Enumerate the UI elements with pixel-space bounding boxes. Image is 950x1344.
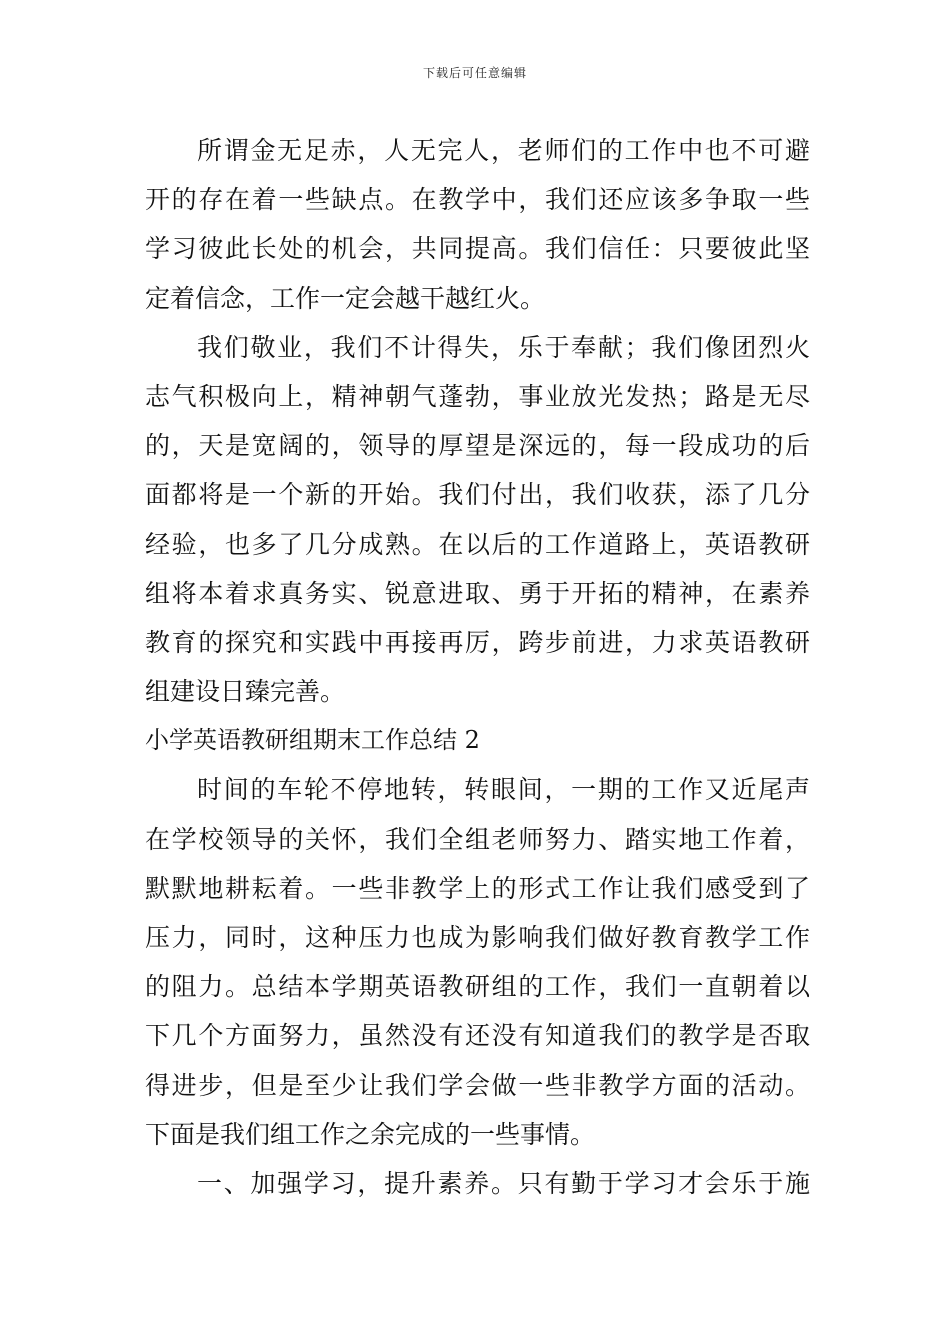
text-line: 压力，同时，这种压力也成为影响我们做好教育教学工作 bbox=[145, 923, 810, 952]
paragraph bbox=[145, 126, 810, 323]
text-line: 我们敬业，我们不计得失，乐于奉献；我们像团烈火 bbox=[197, 332, 810, 362]
paragraph bbox=[145, 765, 810, 1159]
text-line: 开的存在着一些缺点。在教学中，我们还应该多争取一些 bbox=[145, 185, 810, 215]
text-line: 学习彼此长处的机会，共同提高。我们信任：只要彼此坚 bbox=[145, 234, 810, 264]
text-line: 的阻力。总结本学期英语教研组的工作，我们一直朝着以 bbox=[145, 972, 810, 1002]
document-body bbox=[145, 126, 810, 1208]
text-line: 下面是我们组工作之余完成的一些事情。 bbox=[145, 1119, 596, 1149]
paragraph bbox=[145, 1159, 810, 1208]
text-line: 的，天是宽阔的，领导的厚望是深远的，每一段成功的后 bbox=[145, 431, 810, 461]
text-line: 面都将是一个新的开始。我们付出，我们收获，添了几分 bbox=[145, 480, 810, 510]
text-line: 一、加强学习，提升素养。只有勤于学习才会乐于施 bbox=[197, 1168, 810, 1198]
text-line: 下几个方面努力，虽然没有还没有知道我们的教学是否取 bbox=[145, 1021, 810, 1051]
text-line: 得进步，但是至少让我们学会做一些非教学方面的活动。 bbox=[145, 1070, 810, 1100]
text-line: 组将本着求真务实、锐意进取、勇于开拓的精神，在素养 bbox=[145, 578, 810, 608]
text-line: 默默地耕耘着。一些非教学上的形式工作让我们感受到了 bbox=[145, 873, 810, 903]
text-line: 时间的车轮不停地转，转眼间，一期的工作又近尾声 bbox=[197, 775, 810, 805]
text-line: 教育的探究和实践中再接再厉，跨步前进，力求英语教研 bbox=[145, 627, 810, 657]
text-line: 所谓金无足赤，人无完人，老师们的工作中也不可避 bbox=[197, 136, 810, 165]
section-heading: 小学英语教研组期末工作总结 2 bbox=[145, 726, 480, 755]
text-line: 定着信念，工作一定会越干越红火。 bbox=[145, 283, 546, 313]
paragraph bbox=[145, 323, 810, 717]
page-header: 下载后可任意编辑 bbox=[422, 66, 527, 80]
text-line: 在学校领导的关怀，我们全组老师努力、踏实地工作着， bbox=[145, 824, 810, 854]
text-line: 组建设日臻完善。 bbox=[145, 677, 346, 707]
text-line: 志气积极向上，精神朝气蓬勃，事业放光发热；路是无尽 bbox=[145, 381, 810, 411]
text-line: 经验，也多了几分成熟。在以后的工作道路上，英语教研 bbox=[145, 529, 810, 559]
